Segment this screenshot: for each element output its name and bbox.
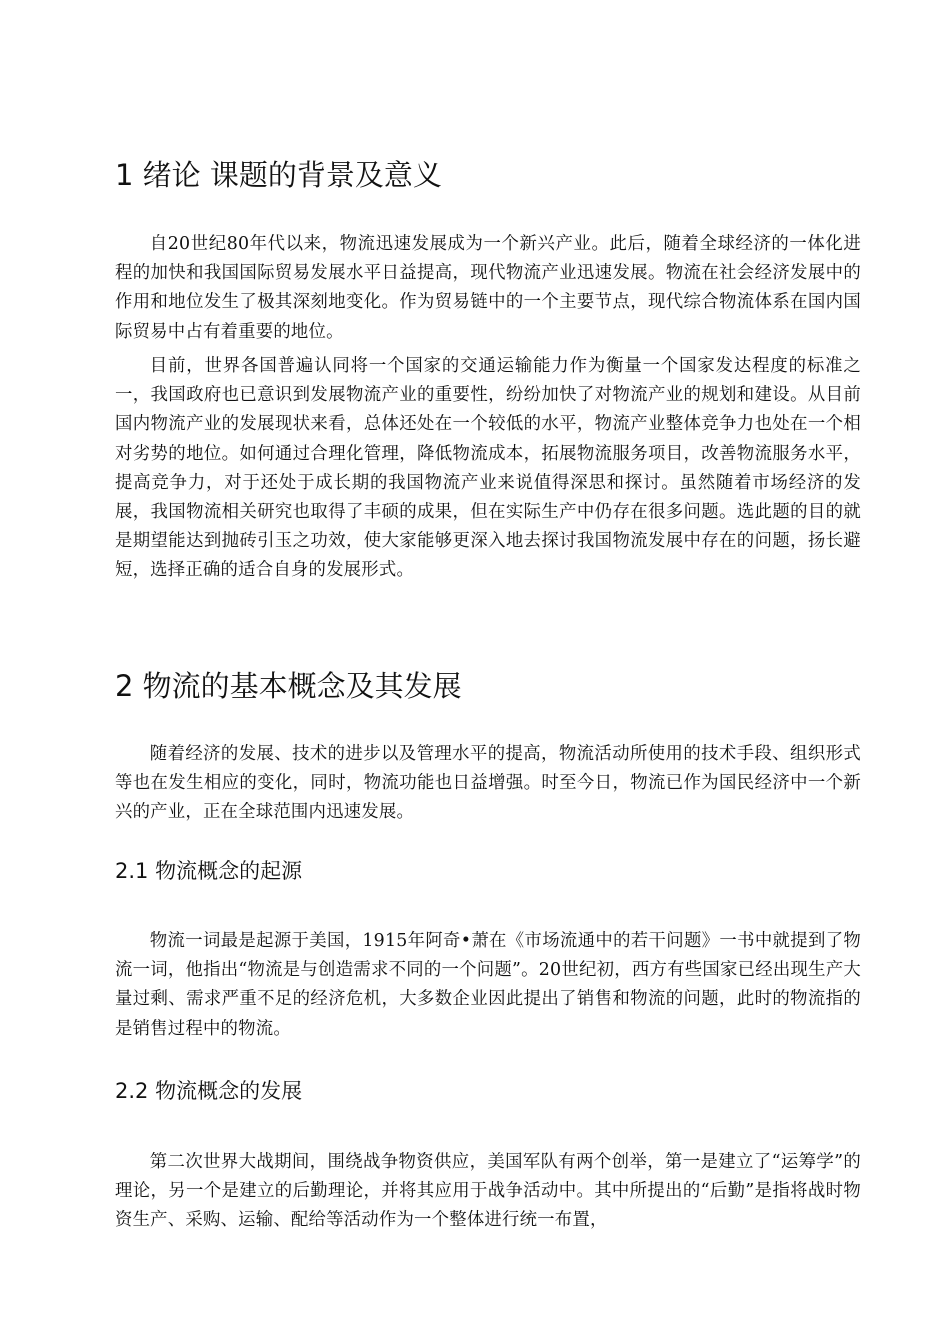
chapter-1-paragraph-1: 自20世纪80年代以来，物流迅速发展成为一个新兴产业。此后，随着全球经济的一体化进程的加快和我国国际贸易发展水平日益提高，现代物流产业迅速发展。物流在社会经济发展中的作用和地位发生了极其深刻地变化。作为贸易链中的一个主要节点，现代综合物流体系在国内国际贸易中占有着重要的地位。 (115, 234, 861, 342)
chapter-2-heading: 2 物流的基本概念及其发展 (115, 669, 462, 703)
chapter-1-heading: 1 绪论 课题的背景及意义 (115, 158, 442, 192)
section-2-2-paragraph-1: 第二次世界大战期间，围绕战争物资供应，美国军队有两个创举，第一是建立了“运筹学”的理论，另一个是建立的后勤理论，并将其应用于战争活动中。其中所提出的“后勤”是指将战时物资生产、采购、运输、配给等活动作为一个整体进行统一布置， (115, 1152, 861, 1231)
section-2-1-heading: 2.1 物流概念的起源 (115, 859, 303, 883)
chapter-2-paragraph-1: 随着经济的发展、技术的进步以及管理水平的提高，物流活动所使用的技术手段、组织形式等也在发生相应的变化，同时，物流功能也日益增强。时至今日，物流已作为国民经济中一个新兴的产业，正在全球范围内迅速发展。 (115, 744, 861, 823)
section-2-2-heading: 2.2 物流概念的发展 (115, 1079, 303, 1103)
section-2-1-paragraph-1: 物流一词最是起源于美国，1915年阿奇•萧在《市场流通中的若干问题》一书中就提到了物流一词，他指出“物流是与创造需求不同的一个问题”。20世纪初，西方有些国家已经出现生产大量过剩、需求严重不足的经济危机，大多数企业因此提出了销售和物流的问题，此时的物流指的是销售过程中的物流。 (115, 931, 861, 1039)
chapter-1-paragraph-2: 目前，世界各国普遍认同将一个国家的交通运输能力作为衡量一个国家发达程度的标准之一，我国政府也已意识到发展物流产业的重要性，纷纷加快了对物流产业的规划和建设。从目前国内物流产业的发展现状来看，总体还处在一个较低的水平，物流产业整体竞争力也处在一个相对劣势的地位。如何通过合理化管理，降低物流成本，拓展物流服务项目，改善物流服务水平，提高竞争力，对于还处于成长期的我国物流产业来说值得深思和探讨。虽然随着市场经济的发展，我国物流相关研究也取得了丰硕的成果，但在实际生产中仍存在很多问题。选此题的目的就是期望能达到抛砖引玉之功效，使大家能够更深入地去探讨我国物流发展中存在的问题，扬长避短，选择正确的适合自身的发展形式。 (115, 356, 861, 581)
